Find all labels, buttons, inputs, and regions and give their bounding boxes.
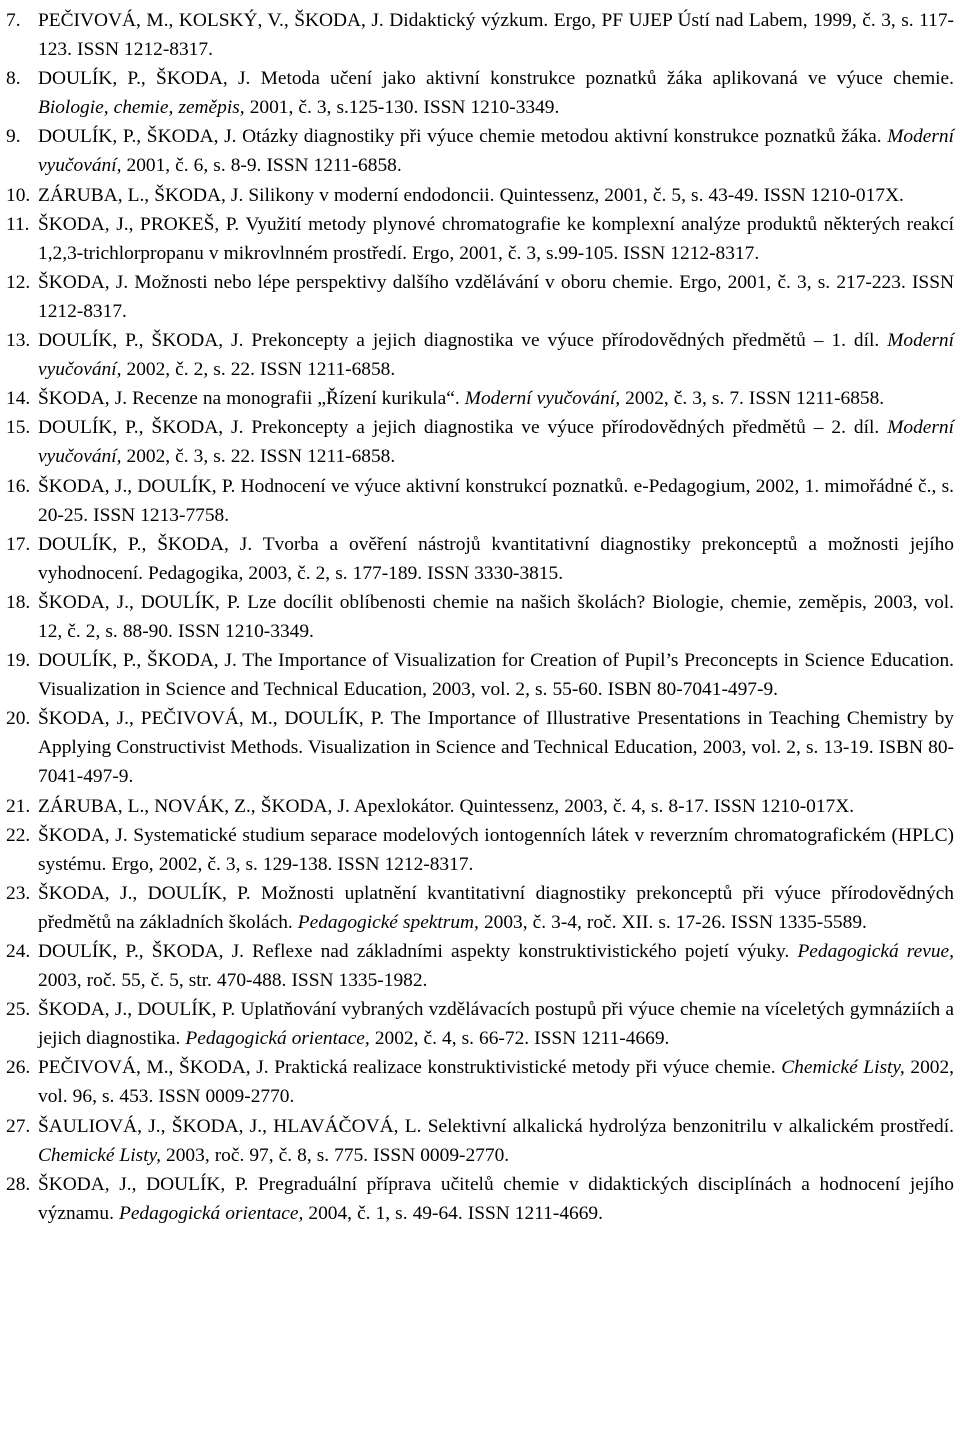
reference-text: 2001, č. 6, s. 8-9. ISSN 1211-6858.	[121, 155, 402, 177]
reference-number: 24.	[6, 941, 31, 962]
reference-text: DOULÍK, P., ŠKODA, J. Metoda učení jako aktivní konstrukce poznatků žáka aplikovaná ve výuce chemie.	[38, 68, 954, 90]
journal-title: Chemické Listy,	[781, 1057, 905, 1079]
reference-item	[6, 588, 954, 646]
reference-item	[6, 792, 954, 821]
reference-item	[6, 995, 954, 1053]
reference-text: DOULÍK, P., ŠKODA, J. Reflexe nad základními aspekty konstruktivistického pojetí výuky.	[38, 941, 798, 962]
reference-text: 2003, roč. 55, č. 5, str. 470-488. ISSN 1335-1982.	[38, 970, 428, 992]
reference-text: 2004, č. 1, s. 49-64. ISSN 1211-4669.	[303, 1202, 603, 1224]
reference-text: ŠKODA, J. Systematické studium separace modelových iontogenních látek v reverzním chromatografickém (HPLC) systému. Ergo, 2002, č. 3, s. 129-138. ISSN 1212-8317.	[38, 824, 954, 875]
reference-item	[6, 64, 954, 122]
journal-title: Chemické Listy,	[38, 1144, 161, 1166]
reference-item	[6, 1112, 954, 1170]
reference-number: 28.	[6, 1173, 31, 1195]
reference-text: ŠKODA, J., DOULÍK, P. Hodnocení ve výuce aktivní konstrukcí poznatků. e-Pedagogium, 2002, 1. mimořádné č., s. 20-25. ISSN 1213-7758.	[38, 475, 954, 526]
reference-number: 8.	[6, 68, 21, 90]
reference-item	[6, 384, 954, 413]
journal-title: Pedagogické spektrum,	[297, 911, 479, 933]
reference-item	[6, 268, 954, 326]
reference-list	[6, 6, 954, 1228]
journal-title: Pedagogická revue,	[797, 941, 954, 962]
reference-number: 9.	[6, 126, 21, 148]
reference-number: 16.	[6, 475, 31, 497]
reference-number: 13.	[6, 330, 31, 352]
journal-title: Biologie, chemie, zeměpis,	[38, 97, 245, 119]
reference-text: PEČIVOVÁ, M., KOLSKÝ, V., ŠKODA, J. Didaktický výzkum. Ergo, PF UJEP Ústí nad Labem, 1999, č. 3, s. 117-123. ISSN 1212-8317.	[38, 10, 954, 61]
reference-text: ŠKODA, J., DOULÍK, P. Možnosti uplatnění kvantitativní diagnostiky prekonceptů při výuce přírodovědných předmětů na základních školách.	[38, 882, 954, 933]
reference-text: ŠKODA, J., DOULÍK, P. Lze docílit oblíbenosti chemie na našich školách? Biologie, chemie, zeměpis, 2003, vol. 12, č. 2, s. 88-90. ISSN 1210-3349.	[38, 591, 954, 642]
reference-number: 25.	[6, 999, 31, 1021]
journal-title: Moderní vyučování,	[38, 330, 954, 381]
reference-text: 2002, č. 3, s. 7. ISSN 1211-6858.	[620, 388, 885, 410]
reference-number: 14.	[6, 388, 31, 410]
reference-text: DOULÍK, P., ŠKODA, J. Tvorba a ověření nástrojů kvantitativní diagnostiky prekonceptů a možnosti jejího vyhodnocení. Pedagogika, 2003, č. 2, s. 177-189. ISSN 3330-3815.	[38, 533, 954, 584]
reference-item	[6, 937, 954, 995]
reference-number: 19.	[6, 650, 31, 672]
journal-title: Moderní vyučování,	[38, 417, 954, 468]
reference-text: ŠKODA, J., PEČIVOVÁ, M., DOULÍK, P. The Importance of Illustrative Presentations in Teaching Chemistry by Applying Constructivist Methods. Visualization in Science and Technical Education, 2003, vol. 2, s. 13-19. ISBN 80-7041-497-9.	[38, 708, 954, 788]
reference-item	[6, 704, 954, 791]
reference-item	[6, 530, 954, 588]
reference-number: 22.	[6, 824, 31, 846]
reference-text: ŠKODA, J., DOULÍK, P. Uplatňování vybraných vzdělávacích postupů při výuce chemie na víceletých gymnáziích a jejich diagnostika.	[38, 999, 954, 1050]
reference-text: ŠKODA, J., DOULÍK, P. Pregraduální příprava učitelů chemie v didaktických disciplínách a hodnocení jejího významu.	[38, 1173, 954, 1224]
reference-item	[6, 879, 954, 937]
reference-text: 2002, vol. 96, s. 453. ISSN 0009-2770.	[38, 1057, 955, 1108]
reference-number: 23.	[6, 882, 31, 904]
reference-item	[6, 181, 954, 210]
reference-number: 18.	[6, 591, 31, 613]
reference-text: ZÁRUBA, L., NOVÁK, Z., ŠKODA, J. Apexlokátor. Quintessenz, 2003, č. 4, s. 8-17. ISSN 1210-017X.	[38, 795, 855, 817]
reference-item	[6, 1053, 954, 1111]
journal-title: Pedagogická orientace,	[185, 1028, 370, 1050]
reference-text: 2001, č. 3, s.125-130. ISSN 1210-3349.	[244, 97, 560, 119]
reference-text: ŠAULIOVÁ, J., ŠKODA, J., HLAVÁČOVÁ, L. Selektivní alkalická hydrolýza benzonitrilu v alkalickém prostředí.	[38, 1115, 954, 1137]
reference-text: DOULÍK, P., ŠKODA, J. The Importance of Visualization for Creation of Pupil’s Preconcepts in Science Education. Visualization in Science and Technical Education, 2003, vol. 2, s. 55-60. ISBN 80-7041-497-9.	[38, 650, 954, 701]
reference-text: 2002, č. 2, s. 22. ISSN 1211-6858.	[121, 359, 396, 381]
reference-item	[6, 413, 954, 471]
journal-title: Pedagogická orientace,	[118, 1202, 304, 1224]
reference-text: ŠKODA, J. Recenze na monografii „Řízení kurikula“.	[38, 388, 465, 410]
reference-number: 11.	[6, 213, 30, 235]
reference-text: 2003, č. 3-4, roč. XII. s. 17-26. ISSN 1335-5589.	[478, 911, 867, 933]
reference-number: 21.	[6, 795, 31, 817]
reference-number: 12.	[6, 271, 31, 293]
reference-item	[6, 6, 954, 64]
reference-item	[6, 1170, 954, 1228]
reference-number: 17.	[6, 533, 31, 555]
reference-text: ŠKODA, J. Možnosti nebo lépe perspektivy dalšího vzdělávání v oboru chemie. Ergo, 2001, č. 3, s. 217-223. ISSN 1212-8317.	[38, 271, 954, 322]
reference-text: DOULÍK, P., ŠKODA, J. Prekoncepty a jejich diagnostika ve výuce přírodovědných předmětů – 2. díl.	[38, 417, 888, 439]
reference-text: PEČIVOVÁ, M., ŠKODA, J. Praktická realizace konstruktivistické metody při výuce chemie.	[38, 1057, 782, 1079]
reference-text: 2002, č. 4, s. 66-72. ISSN 1211-4669.	[369, 1028, 670, 1050]
reference-number: 15.	[6, 417, 31, 439]
reference-item	[6, 646, 954, 704]
reference-number: 10.	[6, 184, 31, 206]
journal-title: Moderní vyučování,	[464, 388, 621, 410]
reference-number: 7.	[6, 10, 21, 31]
reference-text: DOULÍK, P., ŠKODA, J. Otázky diagnostiky při výuce chemie metodou aktivní konstrukce poznatků žáka.	[38, 126, 888, 148]
reference-text: 2002, č. 3, s. 22. ISSN 1211-6858.	[121, 446, 396, 468]
reference-text: ŠKODA, J., PROKEŠ, P. Využití metody plynové chromatografie ke komplexní analýze produktů některých reakcí 1,2,3-trichlorpropanu v mikrovlnném prostředí. Ergo, 2001, č. 3, s.99-105. ISSN 1212-8317.	[38, 213, 954, 264]
reference-item	[6, 472, 954, 530]
reference-number: 20.	[6, 708, 31, 730]
journal-title: Moderní vyučování,	[38, 126, 954, 177]
reference-item	[6, 210, 954, 268]
reference-number: 26.	[6, 1057, 31, 1079]
reference-number: 27.	[6, 1115, 31, 1137]
reference-text: 2003, roč. 97, č. 8, s. 775. ISSN 0009-2770.	[160, 1144, 510, 1166]
reference-item	[6, 122, 954, 180]
reference-item	[6, 821, 954, 879]
reference-text: ZÁRUBA, L., ŠKODA, J. Silikony v moderní endodoncii. Quintessenz, 2001, č. 5, s. 43-49. ISSN 1210-017X.	[38, 184, 904, 206]
reference-item	[6, 326, 954, 384]
reference-text: DOULÍK, P., ŠKODA, J. Prekoncepty a jejich diagnostika ve výuce přírodovědných předmětů – 1. díl.	[38, 330, 888, 352]
